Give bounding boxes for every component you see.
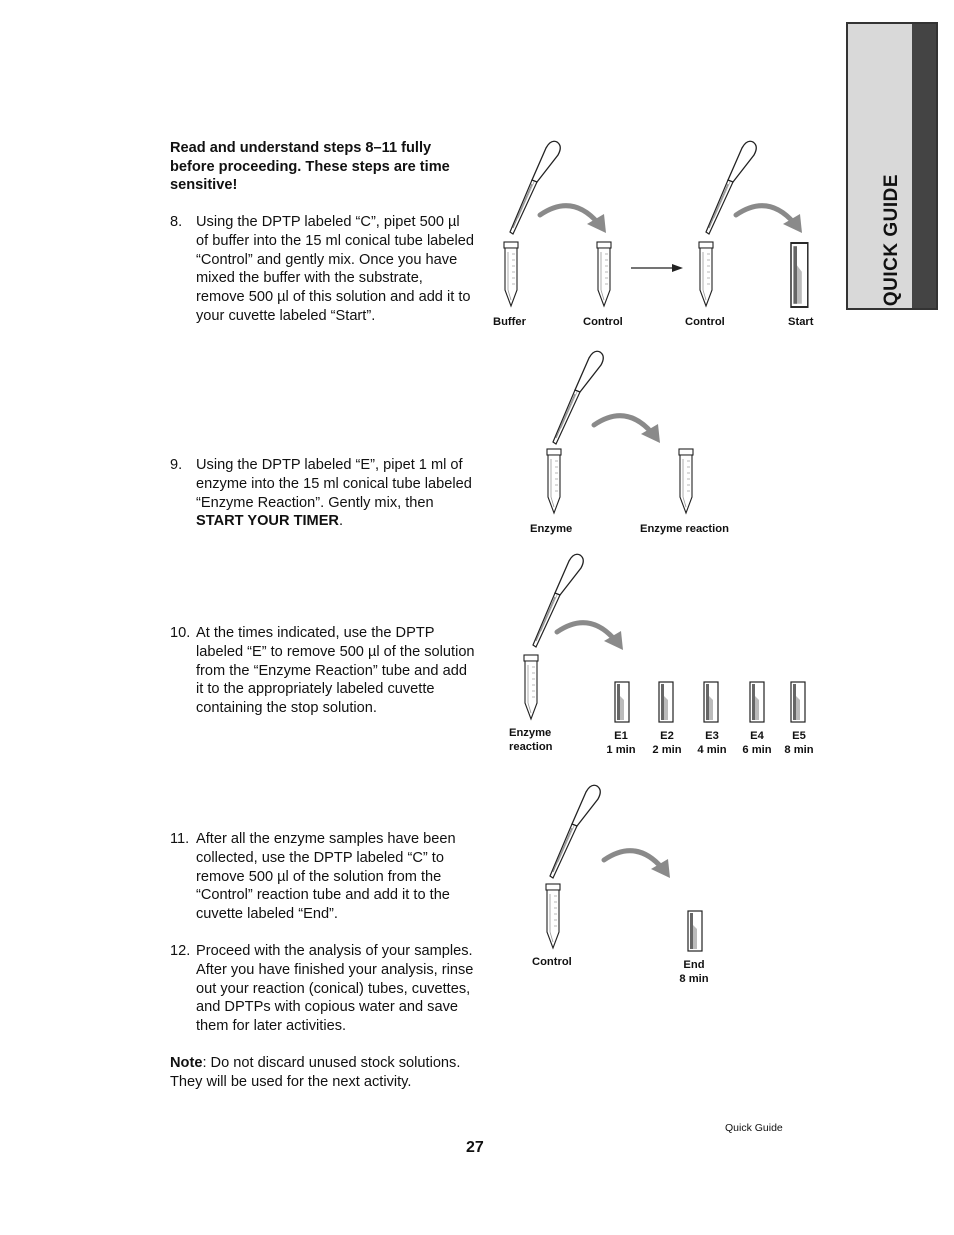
cuvette-e1-icon: [615, 682, 629, 722]
footer-section: Quick Guide: [725, 1122, 783, 1134]
transfer-arrow-icon: [540, 206, 606, 233]
control-tube-icon: [546, 884, 560, 948]
label-enzyme: Enzyme: [530, 523, 573, 535]
figure-step-8: [504, 141, 808, 307]
cuvette-e5-icon: [791, 682, 805, 722]
label-e1: E1 1 min: [606, 730, 636, 756]
label-control: Control: [583, 316, 623, 328]
cuvette-e3-icon: [704, 682, 718, 722]
step-text-plain: Using the DPTP labeled “E”, pipet 1 ml of enzyme into the 15 ml conical tube labeled “Enzyme Reaction”. Gently mix, then: [196, 457, 472, 511]
enzyme-reaction-tube-icon: [679, 449, 693, 513]
figure-step-9: [547, 351, 693, 513]
pipette-icon: [510, 141, 560, 234]
cuvette-e4-icon: [750, 682, 764, 722]
start-cuvette-icon: [791, 243, 808, 307]
step-number: 12.: [170, 943, 191, 959]
step-number: 11.: [170, 831, 190, 847]
pipette-icon: [706, 141, 756, 234]
label-e3: E3 4 min: [697, 730, 727, 756]
transfer-arrow-icon: [736, 206, 802, 233]
label-enzyme-reaction-tube: Enzyme reaction: [509, 727, 553, 753]
label-enzyme-reaction: Enzyme reaction: [640, 523, 729, 535]
label-e5: E5 8 min: [784, 730, 814, 756]
buffer-tube-icon: [504, 242, 518, 306]
note-text: : Do not discard unused stock solutions. They will be used for the next activity.: [170, 1055, 461, 1090]
straight-arrow-icon: [631, 264, 683, 272]
step-text: Using the DPTP labeled “C”, pipet 500 µl of buffer into the 15 ml conical tube labeled “Control” and gently mix. Once you have mixed the buffer with the substrate, remove 500 µl of this solution and add it to your cuvette labeled “Start”.: [196, 214, 475, 324]
step-number: 8.: [170, 214, 183, 230]
intro-warning: Read and understand steps 8–11 fully before proceeding. These steps are time sensitive!: [170, 140, 450, 194]
label-start: Start: [788, 316, 814, 328]
step-text-bold: START YOUR TIMER: [196, 513, 339, 530]
cuvette-e2-icon: [659, 682, 673, 722]
step-text-end: .: [338, 513, 344, 530]
figure-step-11: [546, 785, 702, 951]
enzyme-reaction-tube-icon: [524, 655, 538, 719]
transfer-arrow-icon: [604, 851, 670, 878]
label-end: End 8 min: [679, 959, 709, 985]
page-number: 27: [466, 1139, 484, 1156]
end-cuvette-icon: [688, 911, 702, 951]
figure-step-10: [524, 554, 805, 722]
pipette-icon: [553, 351, 603, 444]
step-text: Proceed with the analysis of your samples. After you have finished your analysis, rinse out your reaction (conical) tubes, cuvettes, and DPTPs with copious water and save them for later activities.: [196, 943, 474, 1035]
step-number: 10.: [170, 625, 191, 641]
transfer-arrow-icon: [594, 416, 660, 443]
step-number: 9.: [170, 457, 183, 473]
control-tube-icon: [597, 242, 611, 306]
side-tab-label: QUICK GUIDE: [881, 173, 902, 307]
enzyme-tube-icon: [547, 449, 561, 513]
transfer-arrow-icon: [557, 623, 623, 650]
label-e2: E2 2 min: [652, 730, 682, 756]
label-control-final: Control: [532, 956, 572, 968]
control-tube-icon: [699, 242, 713, 306]
note-label: Note: [170, 1055, 203, 1071]
label-control-2: Control: [685, 316, 725, 328]
step-text: At the times indicated, use the DPTP labeled “E” to remove 500 µl of the solution from the “Enzyme Reaction” tube and add it to the appropriately labeled cuvette containing the stop solution.: [196, 625, 475, 717]
step-text: After all the enzyme samples have been collected, use the DPTP labeled “C” to remove 500 µl of the solution from the “Control” reaction tube and add it to the cuvette labeled “End”.: [196, 831, 456, 923]
label-buffer: Buffer: [493, 316, 526, 328]
pipette-icon: [550, 785, 600, 878]
label-e4: E4 6 min: [742, 730, 772, 756]
